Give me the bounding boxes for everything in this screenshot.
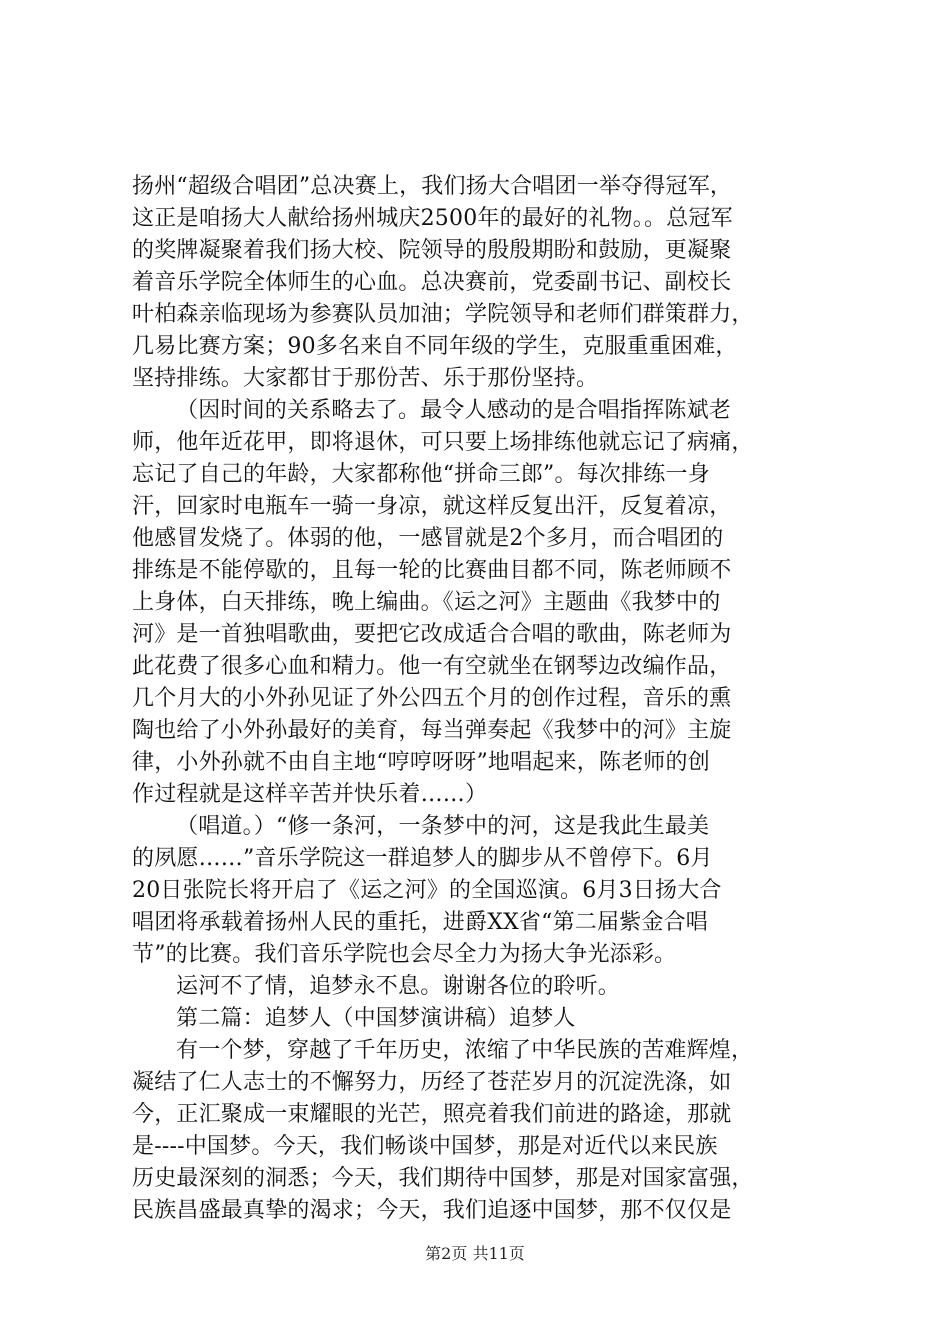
text-line: 20日张院长将开启了《运之河》的全国巡演。6月3日扬大合	[132, 878, 722, 903]
text-line: 上身体，白天排练，晚上编曲。《运之河》主题曲《我梦中的	[132, 590, 721, 615]
text-line: 着音乐学院全体师生的心血。总决赛前，党委副书记、副校长	[132, 270, 732, 295]
text-line: 的奖牌凝聚着我们扬大校、院领导的殷殷期盼和鼓励，更凝聚	[132, 238, 732, 263]
text-line: 律，小外孙就不由自主地“哼哼呀呀”地唱起来，陈老师的创	[132, 750, 710, 775]
text-line: 扬州“超级合唱团”总决赛上，我们扬大合唱团一举夺得冠军，	[132, 174, 733, 199]
section-heading: 第二篇：追梦人（中国梦演讲稿）追梦人	[176, 1006, 576, 1031]
text-line: 今，正汇聚成一束耀眼的光芒，照亮着我们前进的路途，那就	[132, 1102, 732, 1127]
text-line: （因时间的关系略去了。最令人感动的是合唱指挥陈斌老	[176, 398, 732, 423]
text-line: （唱道。）“修一条河，一条梦中的河，这是我此生最美	[176, 814, 710, 839]
text-line: 节”的比赛。我们音乐学院也会尽全力为扬大争光添彩。	[132, 942, 677, 967]
text-line: 汗，回家时电瓶车一骑一身凉，就这样反复出汗，反复着凉，	[132, 494, 732, 519]
text-line: 唱团将承载着扬州人民的重托，进爵XX省“第二届紫金合唱	[132, 910, 708, 935]
text-line: 此花费了很多心血和精力。他一有空就坐在钢琴边改编作品，	[132, 654, 732, 679]
text-line: 几易比赛方案；90多名来自不同年级的学生，克服重重困难，	[132, 334, 738, 359]
text-line: 运河不了情，追梦永不息。谢谢各位的聆听。	[176, 974, 621, 999]
text-line: 历史最深刻的洞悉；今天，我们期待中国梦，那是对国家富强，	[132, 1166, 754, 1191]
page-number-footer: 第2页 共11页	[425, 1244, 525, 1263]
text-line: 陶也给了小外孙最好的美育，每当弹奏起《我梦中的河》主旋	[132, 718, 732, 743]
text-line: 有一个梦，穿越了千年历史，浓缩了中华民族的苦难辉煌，	[176, 1038, 754, 1063]
document-body	[132, 171, 832, 1227]
text-line: 排练是不能停歇的，且每一轮的比赛曲目都不同，陈老师顾不	[132, 558, 732, 583]
text-line: 的夙愿……”音乐学院这一群追梦人的脚步从不曾停下。6月	[132, 846, 713, 871]
text-line: 是----中国梦。今天，我们畅谈中国梦，那是对近代以来民族	[132, 1134, 718, 1159]
text-line: 河》是一首独唱歌曲，要把它改成适合合唱的歌曲，陈老师为	[132, 622, 732, 647]
text-line: 作过程就是这样辛苦并快乐着……）	[132, 782, 488, 807]
text-line: 坚持排练。大家都甘于那份苦、乐于那份坚持。	[132, 366, 599, 391]
text-line: 忘记了自己的年龄，大家都称他“拼命三郎”。每次排练一身	[132, 462, 710, 487]
text-line: 他感冒发烧了。体弱的他，一感冒就是2个多月，而合唱团的	[132, 526, 724, 551]
text-line: 师，他年近花甲，即将退休，可只要上场排练他就忘记了病痛，	[132, 430, 754, 455]
text-line: 这正是咱扬大人献给扬州城庆2500年的最好的礼物。。总冠军	[132, 206, 733, 231]
text-line: 几个月大的小外孙见证了外公四五个月的创作过程，音乐的熏	[132, 686, 732, 711]
text-line: 民族昌盛最真挚的渴求；今天，我们追逐中国梦，那不仅仅是	[132, 1198, 732, 1223]
text-line: 叶柏森亲临现场为参赛队员加油；学院领导和老师们群策群力，	[132, 302, 754, 327]
text-line: 凝结了仁人志士的不懈努力，历经了苍茫岁月的沉淀洗涤，如	[132, 1070, 732, 1095]
